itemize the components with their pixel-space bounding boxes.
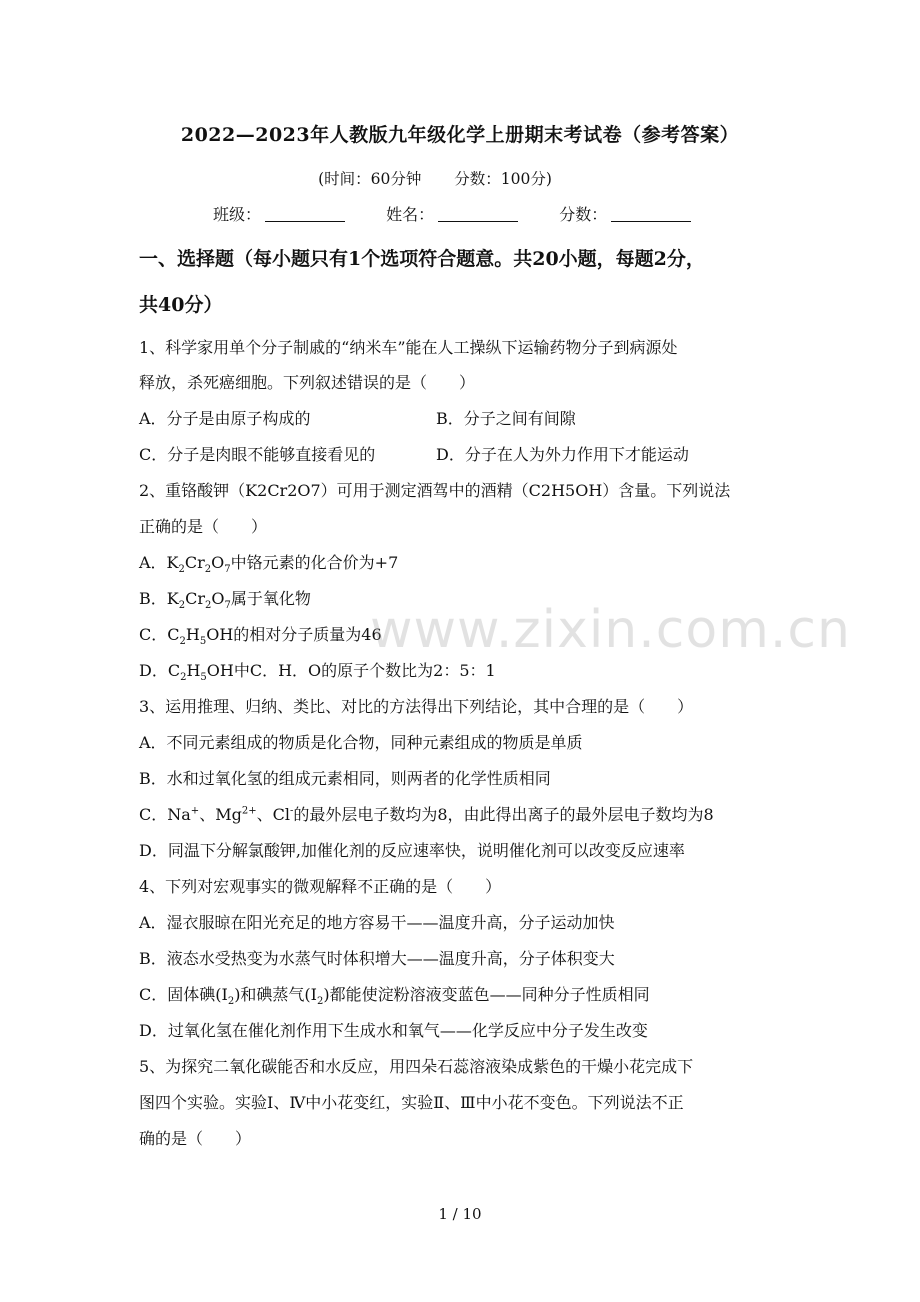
question-5-stem: 5、为探究二氧化碳能否和水反应，用四朵石蕊溶液染成紫色的干燥小花完成下 <box>139 1057 694 1076</box>
formula-k: A．K <box>139 553 179 572</box>
question-1-stem: 1、科学家用单个分子制戚的“纳米车”能在人工操纵下运输药物分子到病源处 <box>139 338 678 357</box>
question-2-option-c <box>139 625 382 648</box>
formula-cr: Cr <box>185 589 205 608</box>
name-field <box>386 202 518 225</box>
question-3-option-c <box>139 805 714 825</box>
formula-h: H <box>186 661 201 680</box>
formula-o: O <box>211 589 225 608</box>
subscript: 5 <box>199 636 207 648</box>
subscript: 7 <box>224 564 231 576</box>
question-1-stem-cont: 释放，杀死癌细胞。下列叙述错误的是（ ） <box>139 373 476 392</box>
option-d: D．分子在人为外力作用下才能运动 <box>436 445 689 464</box>
formula-c: D．C <box>139 661 181 680</box>
page-title: 2022—2023年人教版九年级化学上册期末考试卷（参考答案） <box>180 124 740 146</box>
subscript: 2 <box>317 996 324 1008</box>
subscript: 2 <box>204 564 212 576</box>
score-field <box>559 202 691 225</box>
exam-meta <box>0 167 870 189</box>
question-2-option-d <box>139 661 496 684</box>
class-label: 班级： <box>213 205 262 224</box>
formula-c: C．C <box>139 625 180 644</box>
formula-cr: Cr <box>184 553 205 572</box>
question-3-option-b: B．水和过氧化氢的组成元素相同，则两者的化学性质相同 <box>139 769 551 788</box>
subscript: 2 <box>227 996 235 1008</box>
question-2-option-a <box>139 553 399 576</box>
question-2-option-b <box>139 589 311 612</box>
question-1-options-ab <box>139 409 779 429</box>
subscript: 2 <box>178 564 185 576</box>
subscript: 2 <box>180 672 187 684</box>
superscript: - <box>289 805 294 817</box>
option-a-text: 中铬元素的化合价为+7 <box>230 553 399 572</box>
question-4-option-b: B．液态水受热变为水蒸气时体积增大——温度升高，分子体积变大 <box>139 949 615 968</box>
question-3-stem: 3、运用推理、归纳、类比、对比的方法得出下列结论，其中合理的是（ ） <box>139 697 694 716</box>
formula-k: B．K <box>139 589 179 608</box>
question-4-option-c <box>139 985 650 1008</box>
ion-mg: 、Mg <box>199 805 242 824</box>
time-limit: (时间：60分钟 <box>318 170 422 188</box>
question-3-option-d: D．同温下分解氯酸钾,加催化剂的反应速率快，说明催化剂可以改变反应速率 <box>139 841 685 860</box>
ion-cl: 、Cl <box>256 805 290 824</box>
page-number: 1 / 10 <box>438 1205 482 1223</box>
student-info <box>213 202 727 225</box>
question-2-stem-cont: 正确的是（ ） <box>139 517 268 536</box>
watermark: www.zixin.com.cn <box>370 600 851 660</box>
ion-na: C．Na <box>139 805 191 824</box>
subscript: 2 <box>179 636 186 648</box>
option-a: A．分子是由原子构成的 <box>139 409 311 428</box>
option-d-text: OH中C．H．O的原子个数比为2：5：1 <box>206 661 496 680</box>
question-3-option-a: A．不同元素组成的物质是化合物，同种元素组成的物质是单质 <box>139 733 583 752</box>
formula-o: O <box>211 553 225 572</box>
subscript: 2 <box>204 600 212 612</box>
option-c-part: )都能使淀粉溶液变蓝色——同种分子性质相同 <box>323 985 650 1004</box>
question-4-option-a: A．湿衣服晾在阳光充足的地方容易干——温度升高，分子运动加快 <box>139 913 615 932</box>
score-blank <box>611 205 691 222</box>
option-c-text: 的最外层电子数均为8，由此得出离子的最外层电子数均为8 <box>293 805 714 824</box>
question-5-stem-cont2: 确的是（ ） <box>139 1129 252 1148</box>
question-4-option-d: D．过氧化氢在催化剂作用下生成水和氧气——化学反应中分子发生改变 <box>139 1021 648 1040</box>
subscript: 5 <box>200 672 207 684</box>
option-b: B．分子之间有间隙 <box>436 409 576 428</box>
question-5-stem-cont: 图四个实验。实验Ⅰ、Ⅳ中小花变红，实验Ⅱ、Ⅲ中小花不变色。下列说法不正 <box>139 1093 684 1112</box>
class-field <box>213 202 345 225</box>
question-4-stem: 4、下列对宏观事实的微观解释不正确的是（ ） <box>139 877 502 896</box>
formula-h: H <box>185 625 200 644</box>
option-b-text: 属于氧化物 <box>230 589 311 608</box>
name-label: 姓名： <box>386 205 435 224</box>
name-blank <box>438 205 518 222</box>
section-heading: 一、选择题（每小题只有1个选项符合题意。共20小题，每题2分， <box>139 248 705 270</box>
superscript: 2+ <box>241 805 257 817</box>
option-c-part: C．固体碘(I <box>139 985 228 1004</box>
option-c-part: )和碘蒸气(I <box>234 985 317 1004</box>
section-heading-cont: 共40分） <box>139 294 223 316</box>
score-label: 分数： <box>559 205 608 224</box>
question-2-stem: 2、重铬酸钾（K2Cr2O7）可用于测定酒驾中的酒精（C2H5OH）含量。下列说法 <box>139 481 731 500</box>
total-score: 分数：100分) <box>454 170 552 188</box>
option-c-text: OH的相对分子质量为46 <box>206 625 382 644</box>
class-blank <box>265 205 345 222</box>
subscript: 7 <box>224 600 231 612</box>
subscript: 2 <box>178 600 186 612</box>
option-c: C．分子是肉眼不能够直接看见的 <box>139 445 376 464</box>
question-1-options-cd <box>139 445 779 465</box>
superscript: + <box>190 805 200 817</box>
